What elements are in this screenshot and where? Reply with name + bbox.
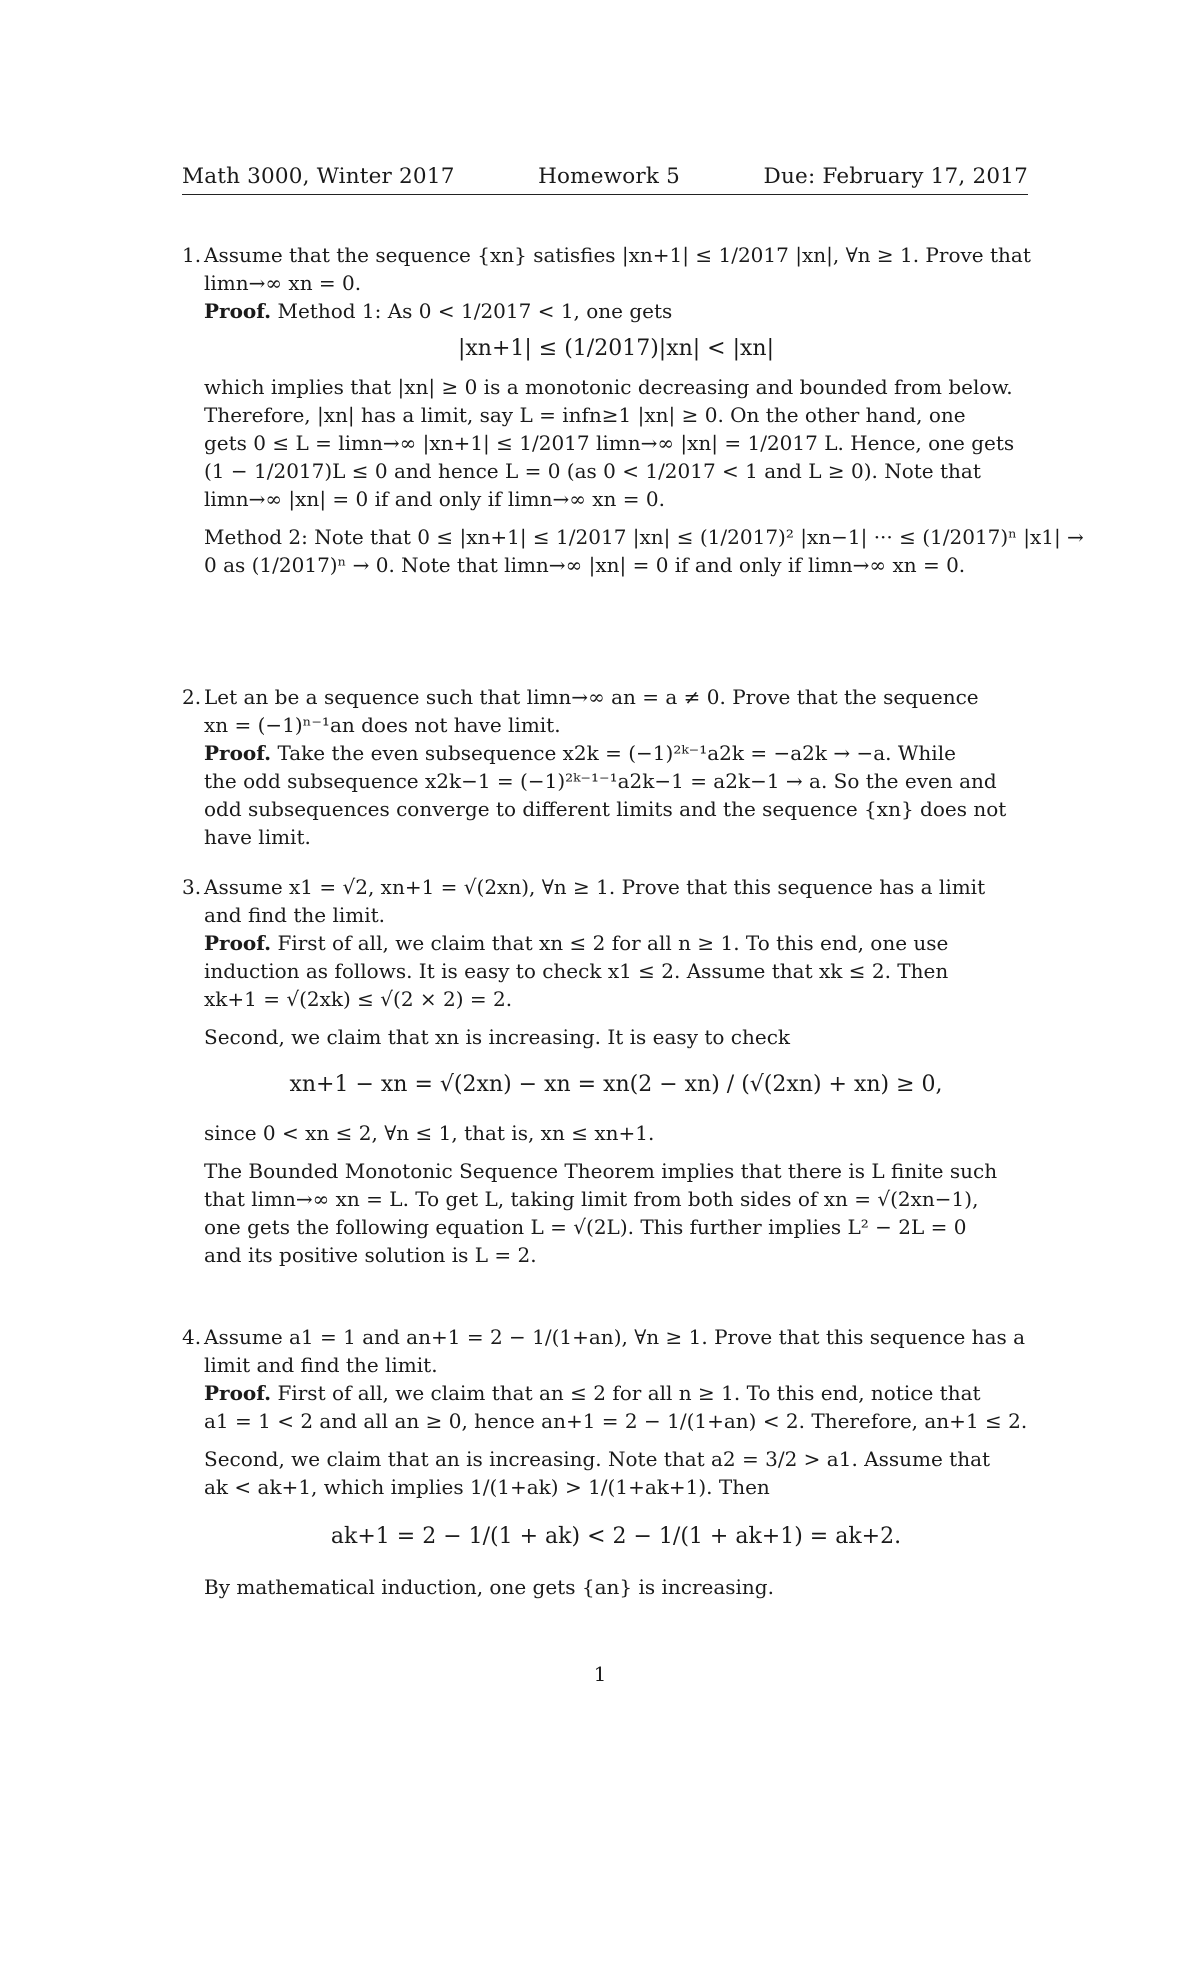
proof-text-line: Second, we claim that xn is increasing. It is easy to check	[204, 1025, 791, 1049]
problem-statement-line: Assume a1 = 1 and an+1 = 2 − 1/(1+an), ∀n ≥ 1. Prove that this sequence has a	[204, 1325, 1026, 1349]
proof-line	[204, 739, 1028, 767]
problem-statement-line: Assume x1 = √2, xn+1 = √(2xn), ∀n ≥ 1. Prove that this sequence has a limit	[204, 875, 986, 899]
proof-text-line: xk+1 = √(2xk) ≤ √(2 × 2) = 2.	[204, 987, 513, 1011]
proof-text-line: gets 0 ≤ L = limn→∞ |xn+1| ≤ 1/2017 limn→∞ |xn| = 1/2017 L. Hence, one gets	[204, 431, 1015, 455]
problem-statement-line: limit and find the limit.	[204, 1353, 438, 1377]
problem-2	[182, 683, 1028, 851]
proof-text-line: (1 − 1/2017)L ≤ 0 and hence L = 0 (as 0 < 1/2017 < 1 and L ≥ 0). Note that	[204, 459, 981, 483]
proof-text-line: which implies that |xn| ≥ 0 is a monotonic decreasing and bounded from below.	[204, 375, 1013, 399]
problem-number: 4.	[182, 1325, 202, 1349]
proof-text-line: Therefore, |xn| has a limit, say L = infn≥1 |xn| ≥ 0. On the other hand, one	[204, 403, 966, 427]
problem-statement-line: limn→∞ xn = 0.	[204, 271, 362, 295]
proof-text-line: the odd subsequence x2k−1 = (−1)²ᵏ⁻¹⁻¹a2k−1 = a2k−1 → a. So the even and	[204, 769, 997, 793]
proof-label: Proof.	[204, 741, 272, 765]
problem-3	[182, 873, 1028, 1269]
course-label: Math 3000, Winter 2017	[182, 164, 455, 189]
proof-text-line: By mathematical induction, one gets {an} is increasing.	[204, 1575, 774, 1599]
proof-text-line: The Bounded Monotonic Sequence Theorem implies that there is L finite such	[204, 1159, 998, 1183]
method2-line: Method 2: Note that 0 ≤ |xn+1| ≤ 1/2017 |xn| ≤ (1/2017)² |xn−1| ··· ≤ (1/2017)ⁿ |x1| →	[204, 525, 1084, 549]
proof-text: Take the even subsequence x2k = (−1)²ᵏ⁻¹a2k = −a2k → −a. While	[277, 741, 956, 765]
problem-statement-line: Let an be a sequence such that limn→∞ an = a ≠ 0. Prove that the sequence	[204, 685, 979, 709]
proof-line	[204, 1379, 1028, 1407]
page-header	[182, 163, 1028, 195]
proof-text: First of all, we claim that an ≤ 2 for all n ≥ 1. To this end, notice that	[277, 1381, 981, 1405]
display-equation: ak+1 = 2 − 1/(1 + ak) < 2 − 1/(1 + ak+1) = ak+2.	[330, 1524, 902, 1549]
problem-statement-line: xn = (−1)ⁿ⁻¹an does not have limit.	[204, 713, 561, 737]
method2-line: 0 as (1/2017)ⁿ → 0. Note that limn→∞ |xn| = 0 if and only if limn→∞ xn = 0.	[204, 553, 966, 577]
proof-text-line: that limn→∞ xn = L. To get L, taking limit from both sides of xn = √(2xn−1),	[204, 1187, 979, 1211]
proof-text-line: one gets the following equation L = √(2L). This further implies L² − 2L = 0	[204, 1215, 967, 1239]
proof-text: Method 1: As 0 < 1/2017 < 1, one gets	[277, 299, 673, 323]
problem-statement-line: and find the limit.	[204, 903, 386, 927]
display-equation: xn+1 − xn = √(2xn) − xn = xn(2 − xn) / (√(2xn) + xn) ≥ 0,	[289, 1072, 943, 1097]
proof-label: Proof.	[204, 931, 272, 955]
page-number: 1	[593, 1662, 607, 1686]
due-date: Due: February 17, 2017	[763, 164, 1028, 189]
proof-line	[204, 929, 1028, 957]
proof-text-line: Second, we claim that an is increasing. Note that a2 = 3/2 > a1. Assume that	[204, 1447, 991, 1471]
proof-label: Proof.	[204, 1381, 272, 1405]
proof-label: Proof.	[204, 299, 272, 323]
problem-number: 2.	[182, 685, 202, 709]
problem-1	[182, 241, 1084, 579]
proof-text-line: limn→∞ |xn| = 0 if and only if limn→∞ xn = 0.	[204, 487, 665, 511]
proof-text-line: and its positive solution is L = 2.	[204, 1243, 537, 1267]
proof-text-line: odd subsequences converge to different limits and the sequence {xn} does not	[204, 797, 1007, 821]
problem-statement-line: Assume that the sequence {xn} satisfies |xn+1| ≤ 1/2017 |xn|, ∀n ≥ 1. Prove that	[204, 243, 1031, 267]
proof-text-line: induction as follows. It is easy to check x1 ≤ 2. Assume that xk ≤ 2. Then	[204, 959, 949, 983]
homework-title: Homework 5	[538, 164, 681, 189]
display-equation: |xn+1| ≤ (1/2017)|xn| < |xn|	[457, 336, 775, 361]
proof-text-line: have limit.	[204, 825, 311, 849]
problem-4	[182, 1323, 1028, 1601]
proof-text-line: ak < ak+1, which implies 1/(1+ak) > 1/(1+ak+1). Then	[204, 1475, 770, 1499]
problem-number: 3.	[182, 875, 202, 899]
proof-text: First of all, we claim that xn ≤ 2 for all n ≥ 1. To this end, one use	[277, 931, 949, 955]
proof-text-line: since 0 < xn ≤ 2, ∀n ≤ 1, that is, xn ≤ xn+1.	[204, 1121, 655, 1145]
proof-text-line: a1 = 1 < 2 and all an ≥ 0, hence an+1 = 2 − 1/(1+an) < 2. Therefore, an+1 ≤ 2.	[204, 1409, 1028, 1433]
proof-line	[204, 297, 1028, 325]
problem-number: 1.	[182, 243, 202, 267]
